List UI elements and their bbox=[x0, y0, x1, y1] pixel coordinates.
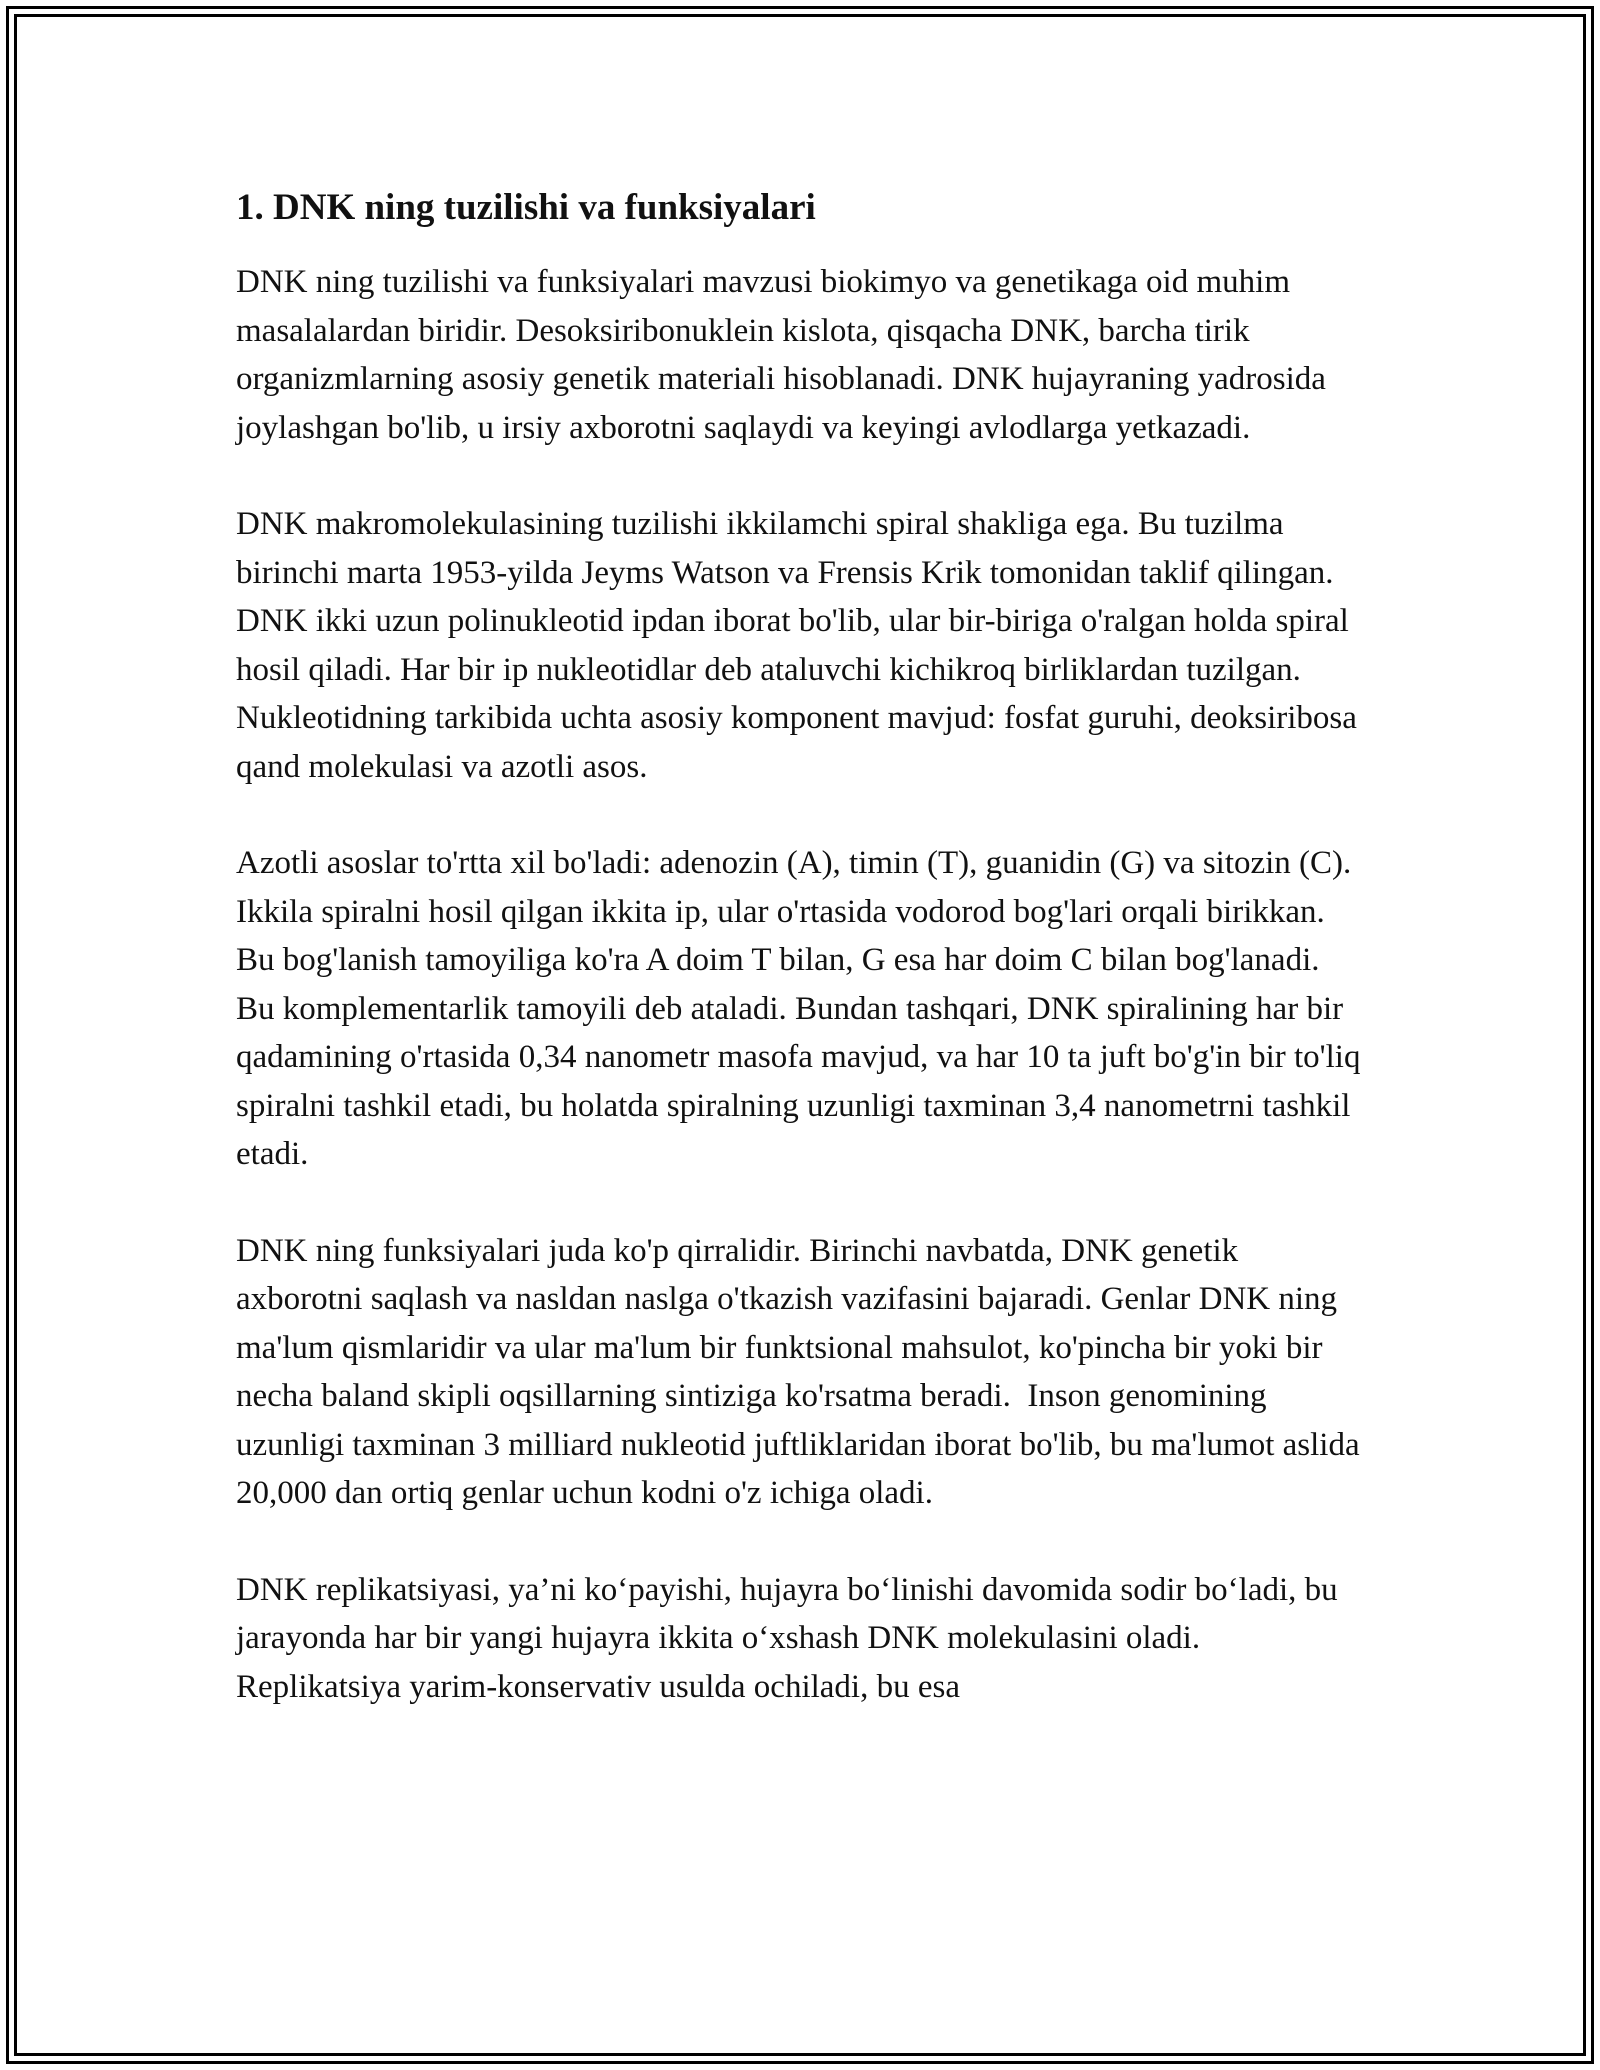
paragraph-replication: DNK replikatsiyasi, ya’ni ko‘payishi, hujayra bo‘linishi davomida sodir bo‘ladi, bu jarayonda har bir yangi hujayra ikkita o‘xshash DNK molekulasini oladi. Replikatsiya yarim-konservativ usulda ochiladi, bu esa bbox=[236, 1571, 1346, 1705]
paragraph-structure: DNK makromolekulasining tuzilishi ikkilamchi spiral shakliga ega. Bu tuzilma birinchi marta 1953-yilda Jeyms Watson va Frensis Krik tomonidan taklif qilingan. DNK ikki uzun polinukleotid ipdan iborat bo'lib, ular bir-biriga o'ralgan holda spiral hosil qiladi. Har bir ip nukleotidlar deb ataluvchi kichikroq birliklardan tuzilgan. Nukleotidning tarkibida uchta asosiy komponent mavjud: fosfat guruhi, deoksiribosa qand molekulasi va azotli asos. bbox=[236, 506, 1366, 785]
paragraph-functions: DNK ning funksiyalari juda ko'p qirralidir. Birinchi navbatda, DNK genetik axborotni saqlash va nasldan naslga o'tkazish vazifasini bajaradi. Genlar DNK ning ma'lum qismlaridir va ular ma'lum bir funktsional mahsulot, ko'pincha bir yoki bir necha baland skipli oqsillarning sintiziga ko'rsatma beradi. Inson genomining uzunligi taxminan 3 milliard nukleotid juftliklaridan iborat bo'lib, bu ma'lumot aslida 20,000 dan ortiq genlar uchun kodni o'z ichiga oladi. bbox=[236, 1232, 1368, 1512]
section-title: 1. DNK ning tuzilishi va funksiyalari bbox=[236, 187, 816, 228]
paragraph-intro: DNK ning tuzilishi va funksiyalari mavzusi biokimyo va genetikaga oid muhim masalalardan biridir. Desoksiribonuklein kislota, qisqacha DNK, barcha tirik organizmlarning asosiy genetik materiali hisoblanadi. DNK hujayraning yadrosida joylashgan bo'lib, u irsiy axborotni saqlaydi va keyingi avlodlarga yetkazadi. bbox=[236, 264, 1335, 446]
paragraph-bases: Azotli asoslar to'rtta xil bo'ladi: adenozin (A), timin (T), guanidin (G) va sitozin (C). Ikkila spiralni hosil qilgan ikkita ip, ular o'rtasida vodorod bog'lari orqali birikkan. Bu bog'lanish tamoyiliga ko'ra A doim T bilan, G esa har doim C bilan bog'lanadi. Bu komplementarlik tamoyili deb ataladi. Bundan tashqari, DNK spiralining har bir qadamining o'rtasida 0,34 nanometr masofa mavjud, va har 10 ta juft bo'g'in bir to'liq spiralni tashkil etadi, bu holatda spiralning uzunligi taxminan 3,4 nanometrni tashkil etadi. bbox=[236, 845, 1369, 1173]
document-body bbox=[236, 186, 1369, 1759]
